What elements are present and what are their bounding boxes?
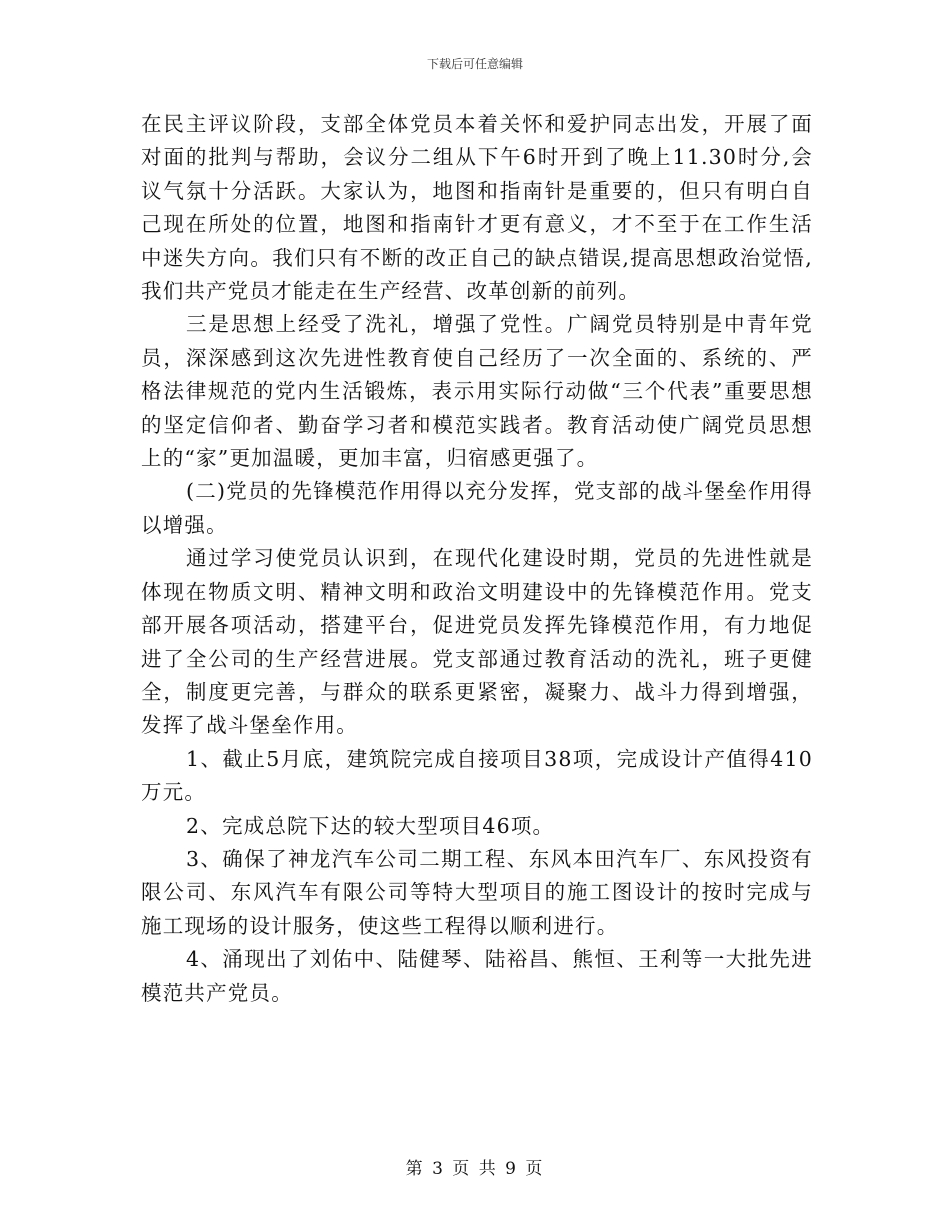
list-item-4: 4、涌现出了刘佑中、陆健琴、陆裕昌、熊恒、王利等一大批先进模范共产党员。 xyxy=(141,947,813,1005)
paragraph-ideological-baptism: 三是思想上经受了洗礼，增强了党性。广阔党员特别是中青年党员，深深感到这次先进性教育使自己经历了一次全面的、系统的、严格法律规范的党内生活锻炼，表示用实际行动做“三个代表”重要思想的坚定信仰者、勤奋学习者和模范实践者。教育活动使广阔党员思想上的“家”更加温暖，更加丰富，归宿感更强了。 xyxy=(141,312,813,471)
paragraph-learning-outcomes: 通过学习使党员认识到，在现代化建设时期，党员的先进性就是体现在物质文明、精神文明和政治文明建设中的先锋模范作用。党支部开展各项活动，搭建平台，促进党员发挥先锋模范作用，有力地促进了全公司的生产经营进展。党支部通过教育活动的洗礼，班子更健全，制度更完善，与群众的联系更紧密，凝聚力、战斗力得到增强，发挥了战斗堡垒作用。 xyxy=(141,546,813,738)
section-heading-vanguard-role: (二)党员的先锋模范作用得以充分发挥，党支部的战斗堡垒作用得以增强。 xyxy=(141,479,813,537)
list-item-2: 2、完成总院下达的较大型项目46项。 xyxy=(186,813,555,838)
page-header-note: 下载后可任意编辑 xyxy=(426,57,523,71)
document-body xyxy=(141,108,813,1010)
list-item-1: 1、截止5月底，建筑院完成自接项目38项，完成设计产值得410万元。 xyxy=(141,746,813,805)
paragraph-democratic-review: 在民主评议阶段，支部全体党员本着关怀和爱护同志出发，开展了面对面的批判与帮助，会议分二组从下午6时开到了晚上11.30时分,会议气氛十分活跃。大家认为，地图和指南针是重要的，但只有明白自己现在所处的位置，地图和指南针才更有意义，才不至于在工作生活中迷失方向。我们只有不断的改正自己的缺点错误,提高思想政治觉悟,我们共产党员才能走在生产经营、改革创新的前列。 xyxy=(141,112,813,304)
page-number-footer: 第 3 页 共 9 页 xyxy=(405,1159,545,1179)
list-item-3: 3、确保了神龙汽车公司二期工程、东风本田汽车厂、东风投资有限公司、东风汽车有限公司等特大型项目的施工图设计的按时完成与施工现场的设计服务，使这些工程得以顺利进行。 xyxy=(141,846,813,938)
